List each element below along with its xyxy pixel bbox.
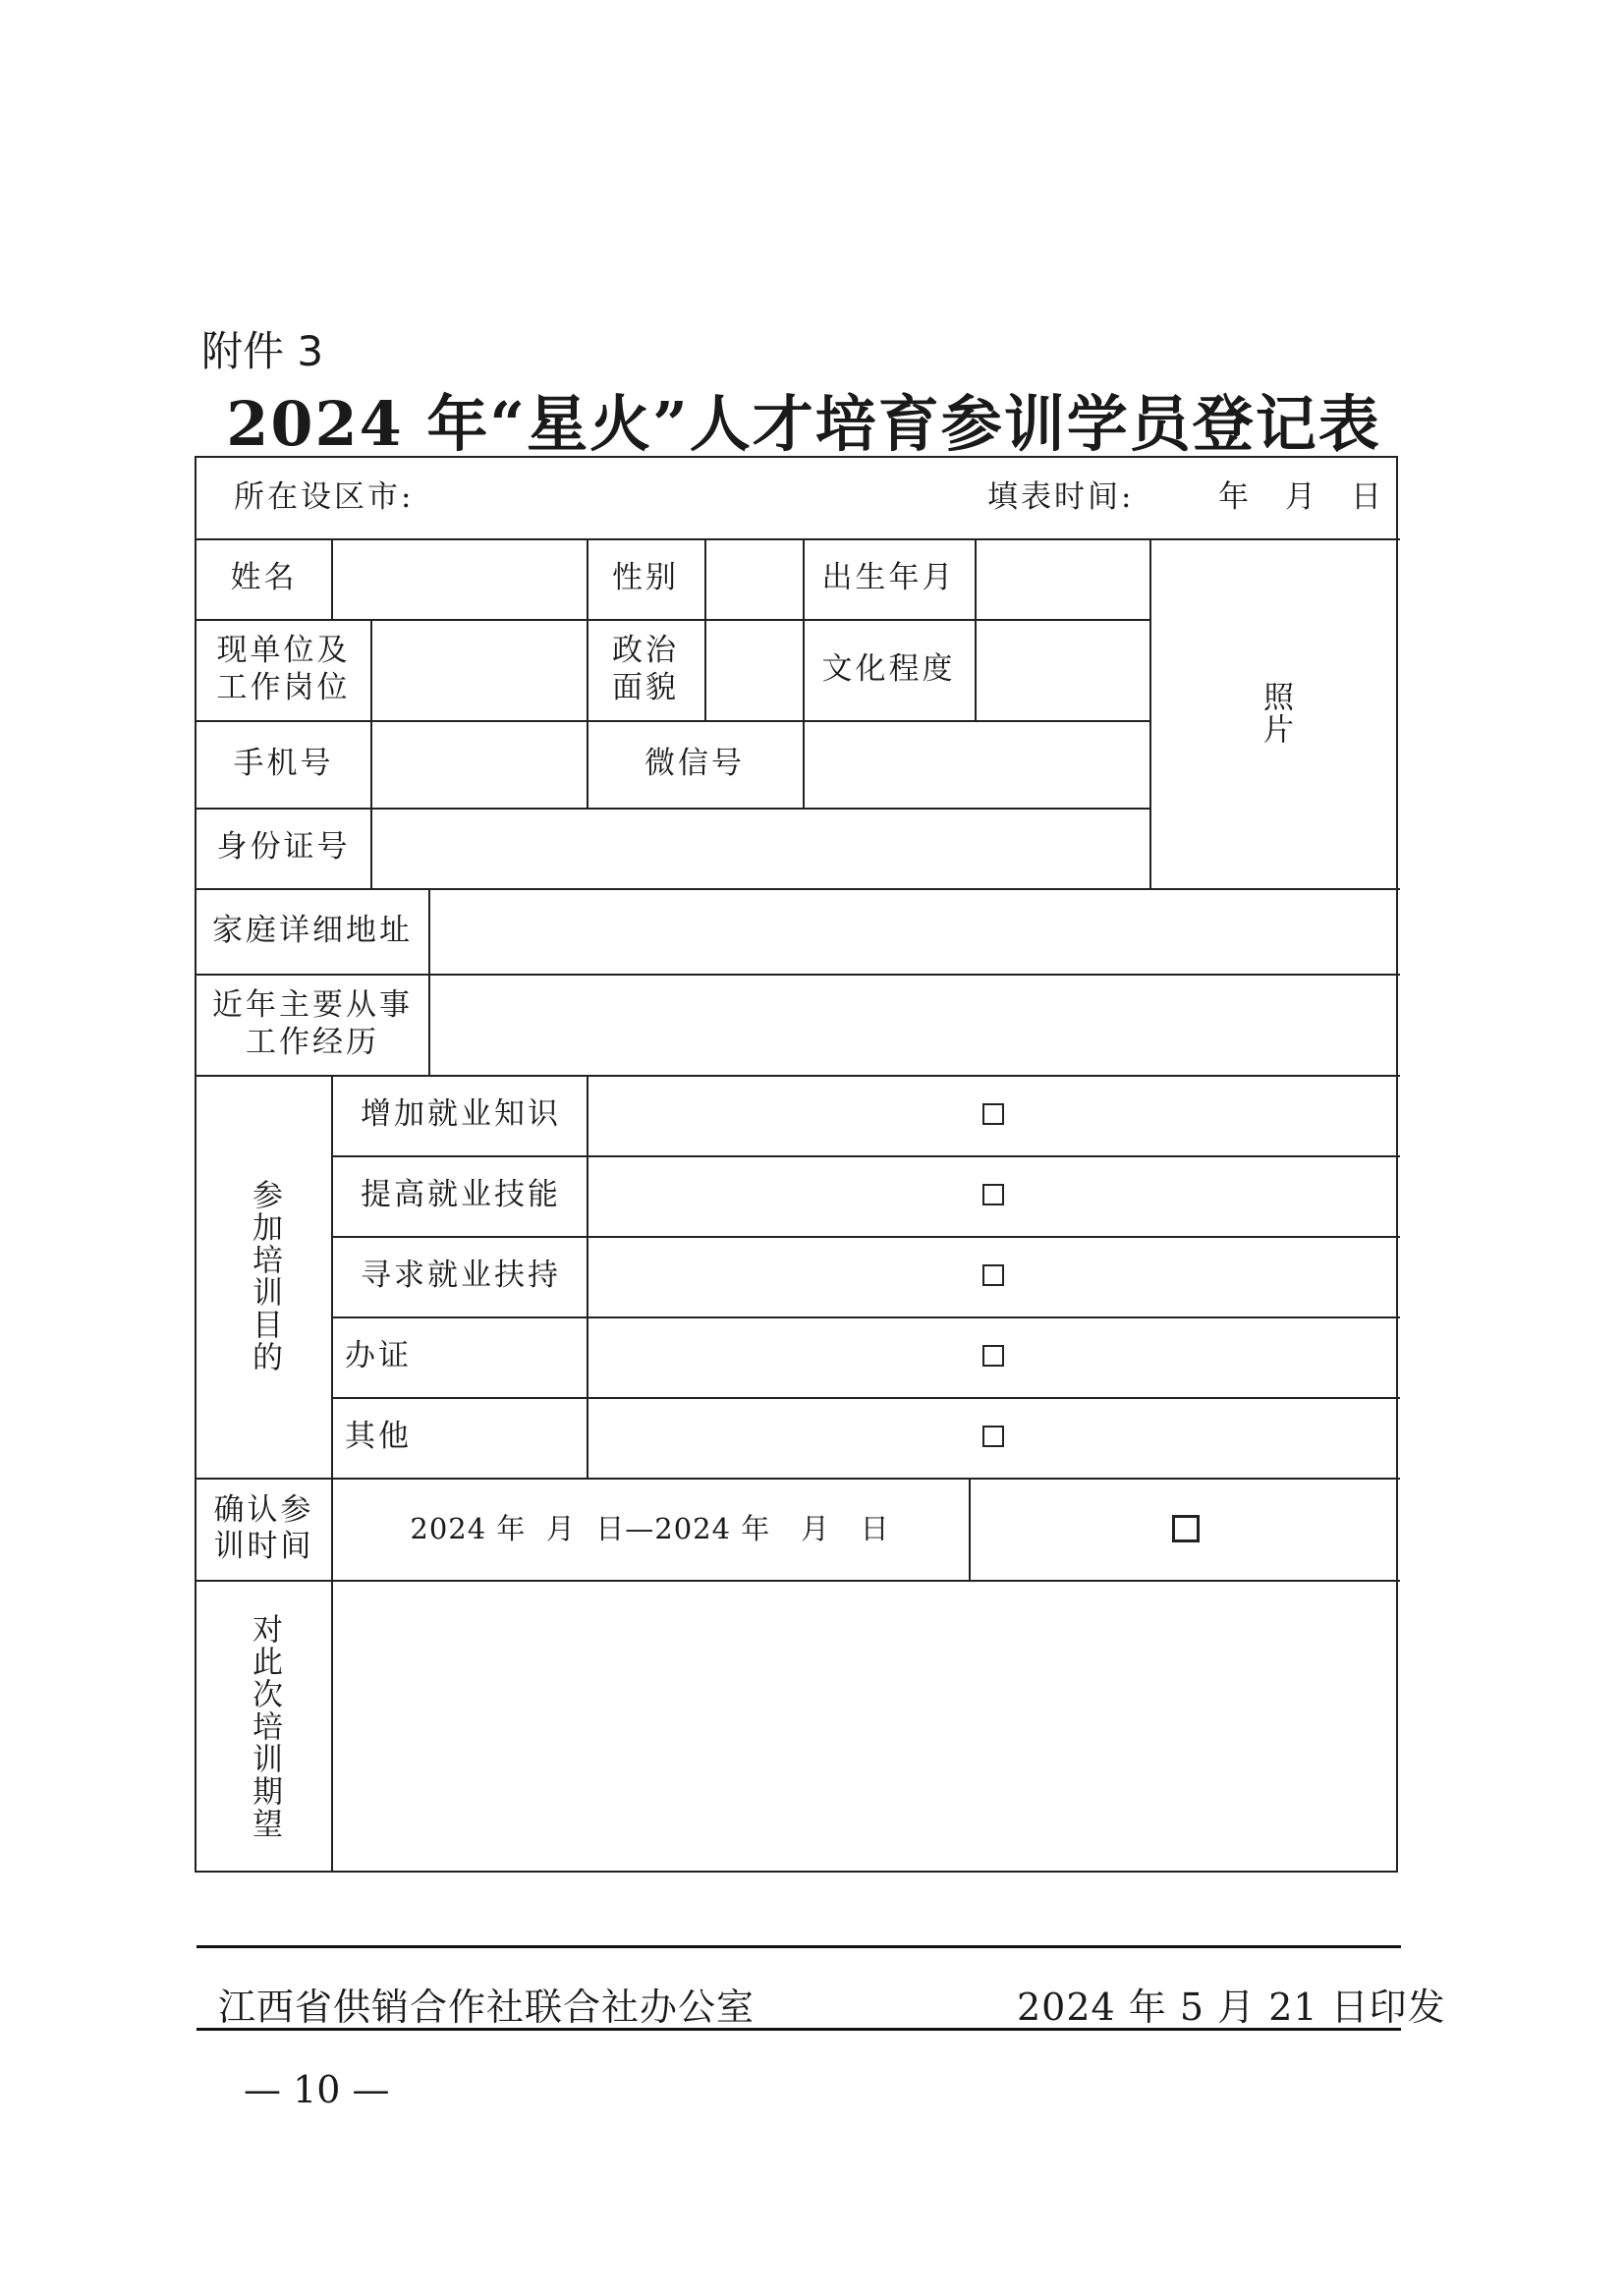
political-label-line2: 面貌 xyxy=(612,669,679,705)
photo-box[interactable] xyxy=(1149,538,1400,888)
purpose-option-1-label: 增加就业知识 xyxy=(361,1096,561,1133)
purpose-option-1-checkbox[interactable] xyxy=(982,1103,1004,1125)
page-number: — 10 — xyxy=(244,2068,390,2111)
experience-label-line1: 近年主要从事 xyxy=(212,987,413,1024)
purpose-option-2-checkbox[interactable] xyxy=(982,1184,1004,1205)
purpose-option-5-checkbox[interactable] xyxy=(982,1426,1004,1447)
registration-form xyxy=(195,456,1398,1873)
wechat-field[interactable] xyxy=(803,720,1149,808)
gender-field[interactable] xyxy=(704,538,803,619)
id-label: 身份证号 xyxy=(216,829,351,866)
wechat-label: 微信号 xyxy=(644,745,745,781)
footer-date: 2024 年 5 月 21 日印发 xyxy=(1017,1986,1446,2029)
page-title: 2024 年“星火”人才培育参训学员登记表 xyxy=(226,388,1381,460)
fill-year-label: 年 xyxy=(1218,479,1252,516)
political-label-line1: 政治 xyxy=(612,633,679,669)
purpose-label: 参加培训目的 xyxy=(247,1179,282,1373)
phone-label: 手机号 xyxy=(233,745,334,781)
workplace-field[interactable] xyxy=(370,619,587,720)
political-field[interactable] xyxy=(704,619,803,720)
footer-top-rule xyxy=(196,1945,1401,1948)
fill-month-label: 月 xyxy=(1285,479,1318,516)
experience-label xyxy=(196,974,428,1075)
fill-time-label: 填表时间: xyxy=(987,479,1135,516)
education-label: 文化程度 xyxy=(821,650,956,687)
confirm-time-label xyxy=(196,1478,331,1580)
address-label: 家庭详细地址 xyxy=(212,912,413,948)
purpose-option-4-checkbox[interactable] xyxy=(982,1345,1004,1367)
footer-bottom-rule xyxy=(196,2028,1401,2031)
gender-label: 性别 xyxy=(612,560,679,596)
confirm-time-range: 2024 年 月 日—2024 年 月 日 xyxy=(410,1511,890,1545)
city-label: 所在设区市: xyxy=(234,479,415,516)
confirm-time-label-line1: 确认参 xyxy=(213,1491,314,1528)
confirm-time-checkbox[interactable] xyxy=(1172,1515,1200,1542)
confirm-time-label-line2: 训时间 xyxy=(213,1529,314,1564)
purpose-option-2-label: 提高就业技能 xyxy=(361,1177,561,1213)
birth-field[interactable] xyxy=(975,538,1149,619)
education-field[interactable] xyxy=(975,619,1149,720)
workplace-label-line2: 工作岗位 xyxy=(216,669,351,705)
attachment-label: 附件 3 xyxy=(201,327,324,375)
id-field[interactable] xyxy=(370,808,1149,888)
workplace-label xyxy=(196,619,370,720)
expectation-label: 对此次培训期望 xyxy=(247,1612,282,1840)
photo-label: 照片 xyxy=(1258,681,1293,746)
workplace-label-line1: 现单位及 xyxy=(216,633,351,669)
purpose-option-3-checkbox[interactable] xyxy=(982,1264,1004,1286)
fill-day-label: 日 xyxy=(1351,479,1384,516)
phone-field[interactable] xyxy=(370,720,587,808)
address-field[interactable] xyxy=(428,888,1400,974)
purpose-option-5-label: 其他 xyxy=(345,1419,412,1455)
birth-label: 出生年月 xyxy=(821,560,956,596)
experience-field[interactable] xyxy=(428,974,1400,1075)
expectation-field[interactable] xyxy=(331,1580,1400,1873)
experience-label-line2: 工作经历 xyxy=(246,1024,379,1060)
footer-issuer: 江西省供销合作社联合社办公室 xyxy=(218,1986,756,2029)
purpose-option-4-label: 办证 xyxy=(345,1338,412,1374)
name-field[interactable] xyxy=(331,538,587,619)
name-label: 姓名 xyxy=(230,560,298,596)
political-label xyxy=(587,619,704,720)
purpose-option-3-label: 寻求就业扶持 xyxy=(361,1258,561,1294)
